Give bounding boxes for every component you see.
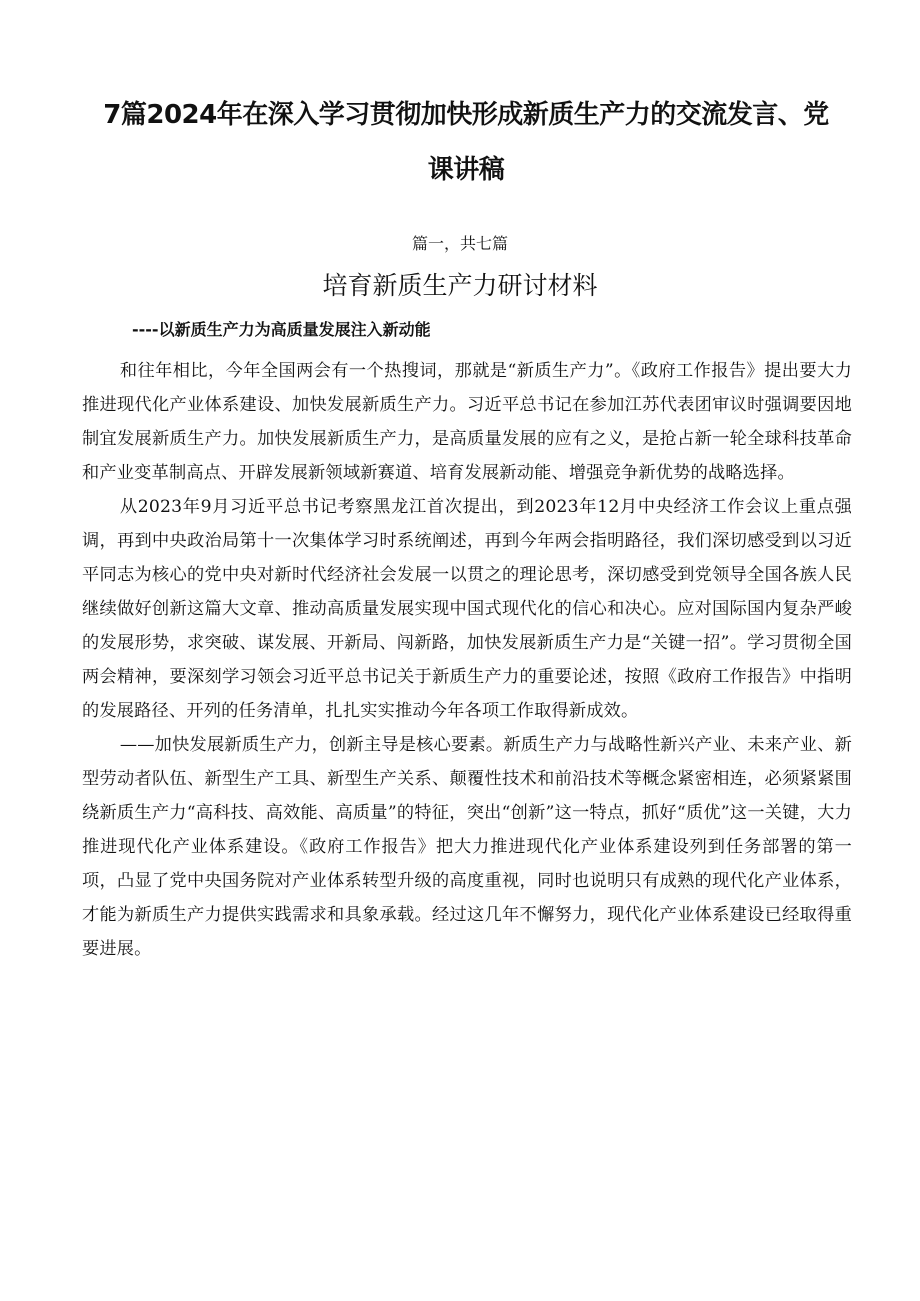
part-label: 篇一，共七篇 bbox=[411, 234, 508, 253]
paragraph: 和往年相比，今年全国两会有一个热搜词，那就是“新质生产力”。《政府工作报告》提出要大力推进现代化产业体系建设、加快发展新质生产力。习近平总书记在参加江苏代表团审议时强调要因地制宜发展新质生产力。加快发展新质生产力，是高质量发展的应有之义，是抢占新一轮全球科技革命和产业变革制高点、开辟发展新领域新赛道、培育发展新动能、增强竞争新优势的战略选择。 bbox=[82, 361, 852, 483]
section-subtitle: ----以新质生产力为高质量发展注入新动能 bbox=[132, 320, 431, 339]
paragraph: ——加快发展新质生产力，创新主导是核心要素。新质生产力与战略性新兴产业、未来产业、新型劳动者队伍、新型生产工具、新型生产关系、颠覆性技术和前沿技术等概念紧密相连，必须紧紧围绕新质生产力“高科技、高效能、高质量”的特征，突出“创新”这一特点，抓好“质优”这一关键，大力推进现代化产业体系建设。《政府工作报告》把大力推进现代化产业体系建设列到任务部署的第一项，凸显了党中央国务院对产业体系转型升级的高度重视，同时也说明只有成熟的现代化产业体系，才能为新质生产力提供实践需求和具象承载。经过这几年不懈努力，现代化产业体系建设已经取得重要进展。 bbox=[82, 735, 852, 959]
section-title: 培育新质生产力研讨材料 bbox=[322, 271, 598, 300]
body-text bbox=[82, 354, 852, 966]
document-title: 7篇2024年在深入学习贯彻加快形成新质生产力的交流发言、党课讲稿 bbox=[103, 100, 829, 185]
paragraph: 从2023年9月习近平总书记考察黑龙江首次提出，到2023年12月中央经济工作会议上重点强调，再到中央政治局第十一次集体学习时系统阐述，再到今年两会指明路径，我们深切感受到以习近平同志为核心的党中央对新时代经济社会发展一以贯之的理论思考，深切感受到党领导全国各族人民继续做好创新这篇大文章、推动高质量发展实现中国式现代化的信心和决心。应对国际国内复杂严峻的发展形势，求突破、谋发展、开新局、闯新路，加快发展新质生产力是“关键一招”。学习贯彻全国两会精神，要深刻学习领会习近平总书记关于新质生产力的重要论述，按照《政府工作报告》中指明的发展路径、开列的任务清单，扎扎实实推动今年各项工作取得新成效。 bbox=[82, 497, 852, 721]
